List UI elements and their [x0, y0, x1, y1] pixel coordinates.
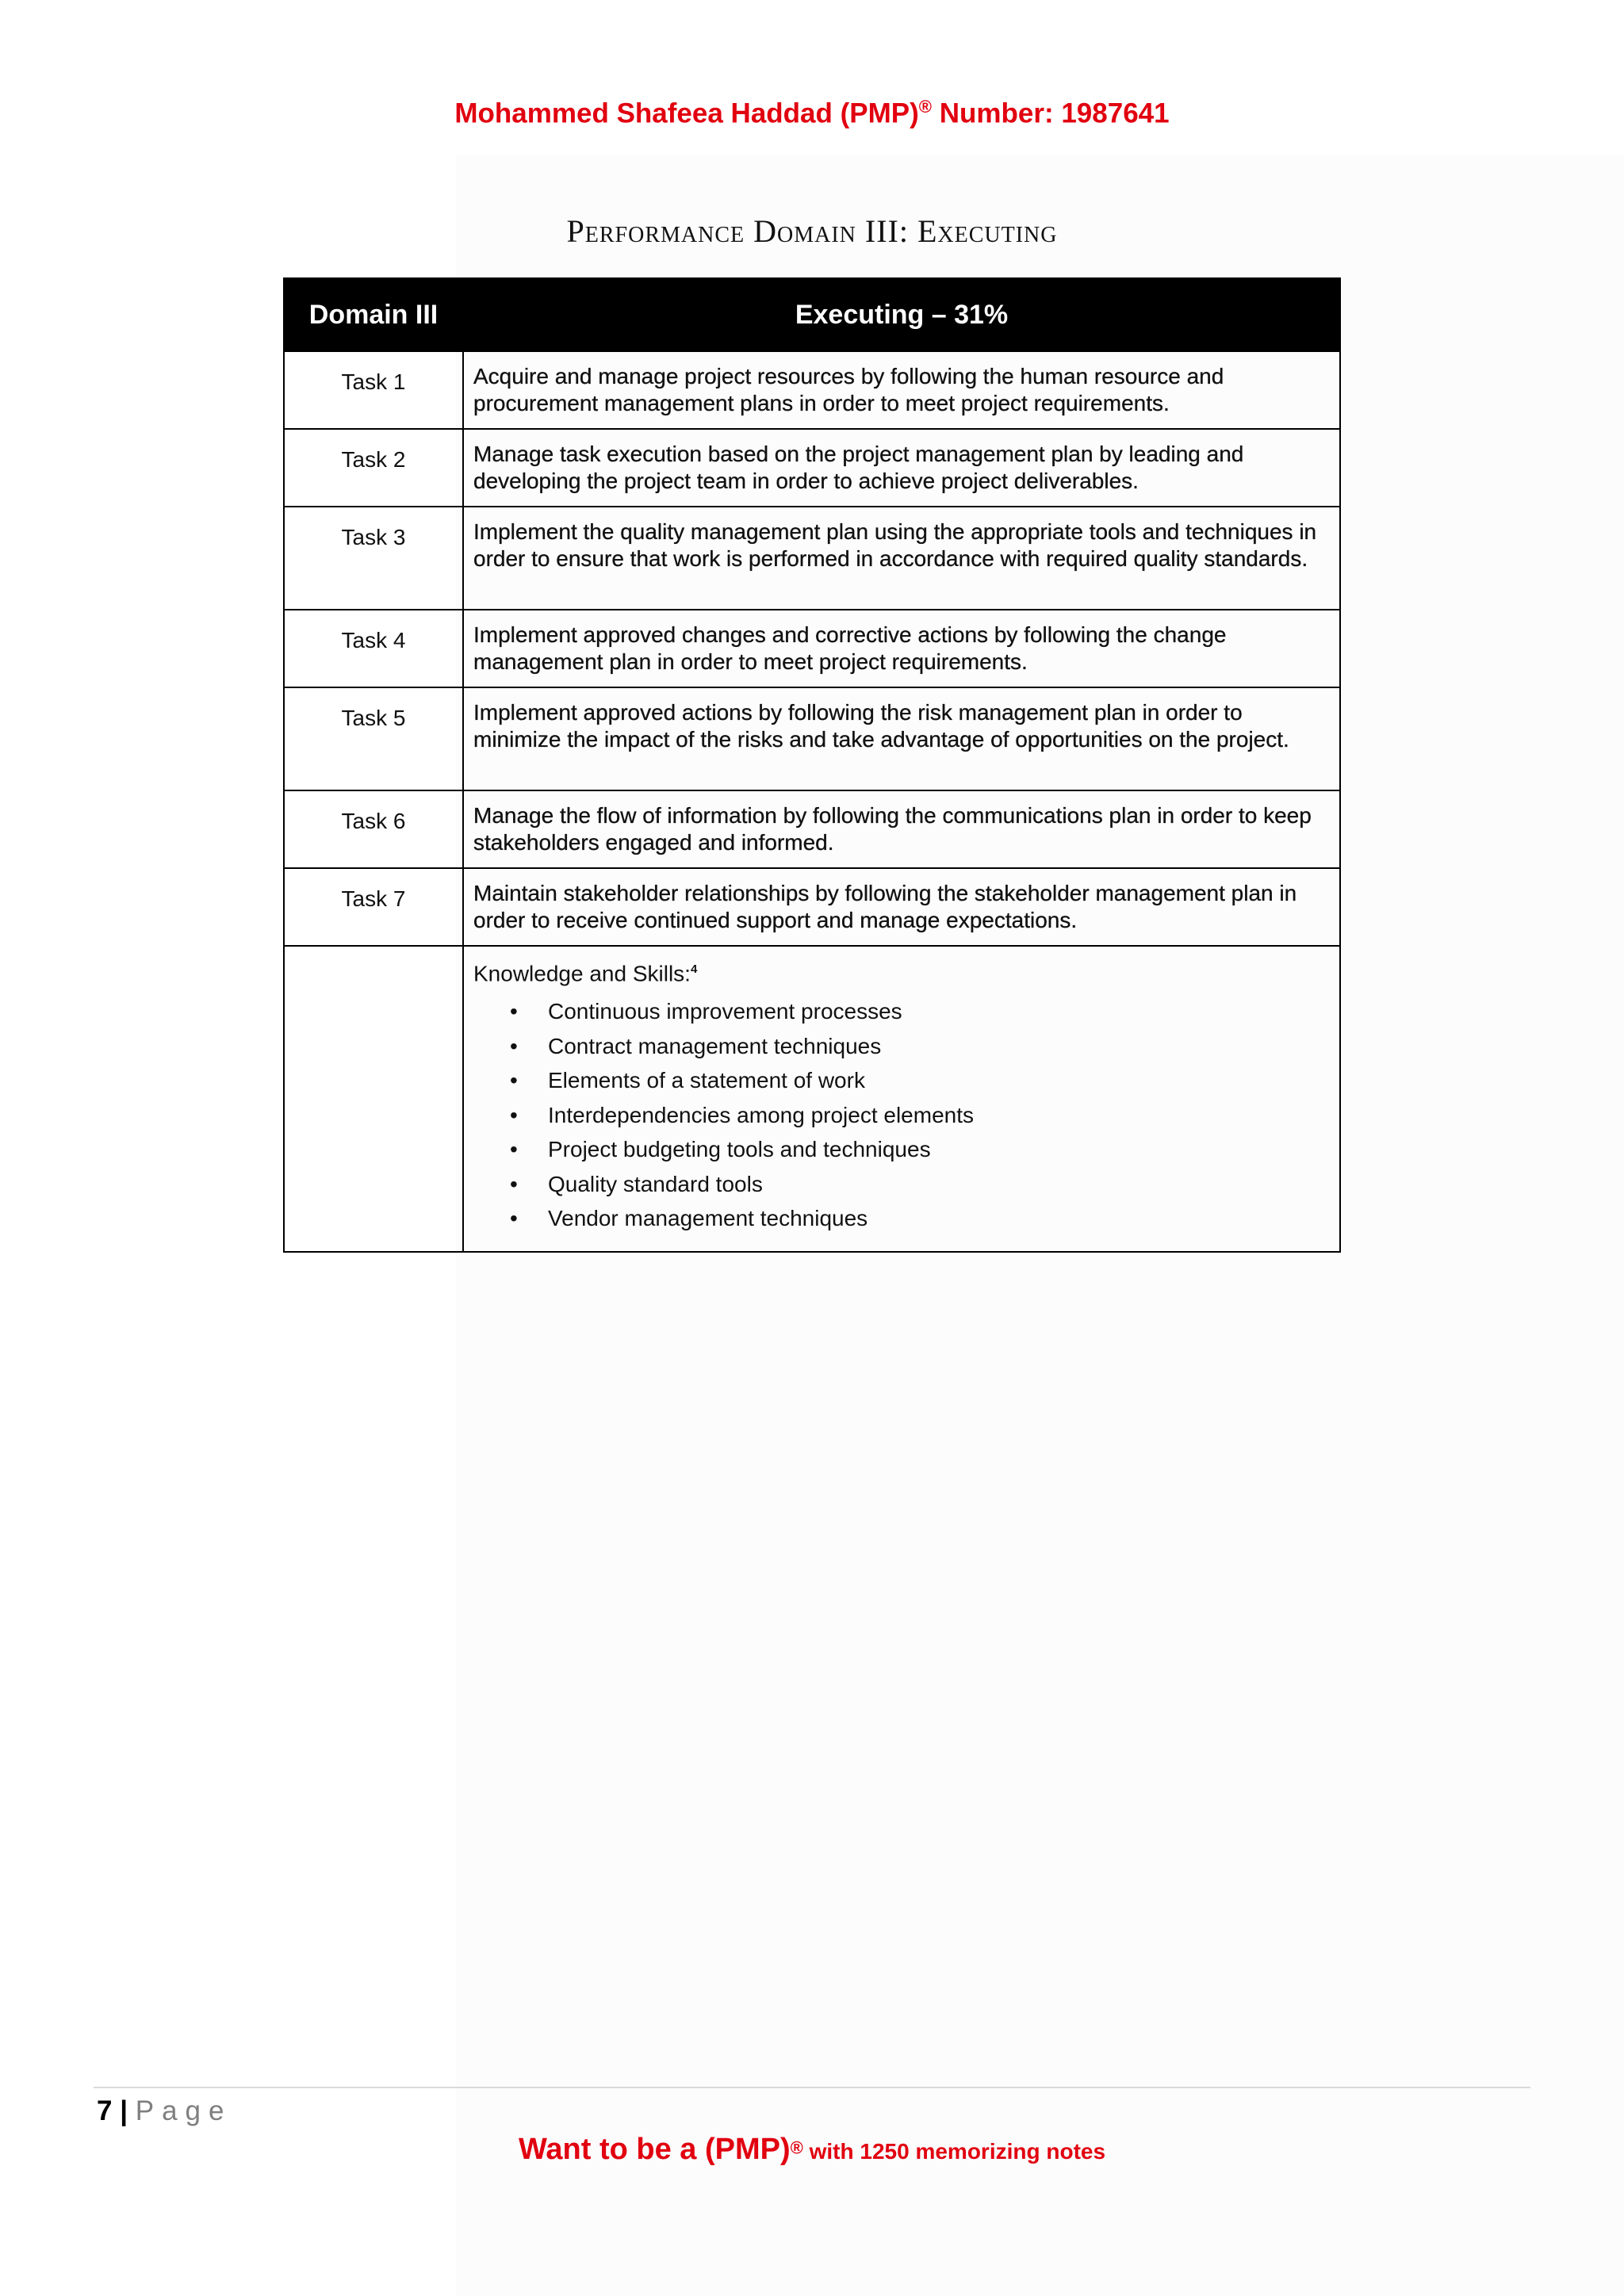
- knowledge-cell: [463, 946, 1340, 1252]
- list-item: [473, 1102, 1330, 1137]
- knowledge-list: [473, 998, 1330, 1240]
- bullet-icon: •: [510, 1068, 518, 1093]
- task-description: Acquire and manage project resources by following the human resource and procurement management plans in order to meet project requirements.: [463, 351, 1340, 429]
- header-domain-cell: Domain III: [284, 278, 463, 351]
- task-description: Maintain stakeholder relationships by following the stakeholder management plan in order to receive continued support and manage expectations.: [463, 868, 1340, 946]
- task-label: Task 2: [284, 429, 463, 507]
- bullet-icon: •: [510, 1206, 518, 1231]
- bullet-icon: •: [510, 1137, 518, 1162]
- domain-table: [283, 277, 1341, 1253]
- bullet-icon: •: [510, 999, 518, 1024]
- table-header-row: [284, 278, 1340, 351]
- table-row: [284, 790, 1340, 868]
- list-item-text: Interdependencies among project elements: [548, 1102, 975, 1127]
- list-item-text: Vendor management techniques: [548, 1206, 868, 1231]
- page-separator: |: [120, 2095, 128, 2126]
- table-row: [284, 610, 1340, 687]
- footer-divider: [94, 2087, 1530, 2088]
- table-row: [284, 868, 1340, 946]
- task-label: Task 3: [284, 507, 463, 610]
- pmp-number: Number: 1987641: [932, 98, 1170, 129]
- promo-main-text: Want to be a (PMP): [518, 2133, 791, 2166]
- list-item-text: Contract management techniques: [548, 1033, 882, 1058]
- task-label: Task 7: [284, 868, 463, 946]
- bullet-icon: •: [510, 1033, 518, 1058]
- table-row: [284, 507, 1340, 610]
- task-description: Implement approved changes and corrective actions by following the change management plan in order to meet project requirements.: [463, 610, 1340, 687]
- list-item: [473, 1205, 1330, 1240]
- knowledge-title-text: Knowledge and Skills:: [473, 961, 691, 986]
- promo-footer: [0, 2133, 1624, 2167]
- registered-mark: ®: [918, 97, 932, 117]
- promo-small-text: with 1250 memorizing notes: [802, 2139, 1106, 2164]
- knowledge-title: [473, 956, 1330, 987]
- author-name: Mohammed Shafeea Haddad (PMP): [454, 98, 919, 129]
- task-description: Manage the flow of information by following the communications plan in order to keep stakeholders engaged and informed.: [463, 790, 1340, 868]
- bullet-icon: •: [510, 1102, 518, 1127]
- task-label: Task 1: [284, 351, 463, 429]
- list-item-text: Project budgeting tools and techniques: [548, 1137, 931, 1162]
- footnote-ref: 4: [690, 962, 698, 976]
- list-item: [473, 998, 1330, 1033]
- list-item-text: Elements of a statement of work: [548, 1068, 865, 1093]
- page-number: [97, 2095, 232, 2127]
- list-item: [473, 1171, 1330, 1206]
- table-row: [284, 429, 1340, 507]
- knowledge-row: [284, 946, 1340, 1252]
- task-label: Task 4: [284, 610, 463, 687]
- task-description: Manage task execution based on the project management plan by leading and developing the project team in order to achieve project deliverables.: [463, 429, 1340, 507]
- registered-mark: ®: [790, 2137, 803, 2158]
- header-executing-cell: Executing – 31%: [463, 278, 1340, 351]
- list-item: [473, 1136, 1330, 1171]
- list-item-text: Quality standard tools: [548, 1171, 763, 1196]
- task-label: Task 6: [284, 790, 463, 868]
- task-description: Implement the quality management plan using the appropriate tools and techniques in order to ensure that work is performed in accordance with required quality standards.: [463, 507, 1340, 610]
- page-word: Page: [135, 2095, 232, 2126]
- table-row: [284, 687, 1340, 790]
- page-title: Performance Domain III: Executing: [566, 213, 1058, 249]
- task-label: Task 5: [284, 687, 463, 790]
- list-item: [473, 1067, 1330, 1102]
- task-description: Implement approved actions by following the risk management plan in order to minimize the impact of the risks and take advantage of opportunities on the project.: [463, 687, 1340, 790]
- page-number-value: 7: [97, 2095, 113, 2126]
- list-item: [473, 1033, 1330, 1068]
- table-row: [284, 351, 1340, 429]
- knowledge-empty-cell: [284, 946, 463, 1252]
- bullet-icon: •: [510, 1171, 518, 1196]
- author-header: [0, 97, 1624, 130]
- list-item-text: Continuous improvement processes: [548, 999, 902, 1024]
